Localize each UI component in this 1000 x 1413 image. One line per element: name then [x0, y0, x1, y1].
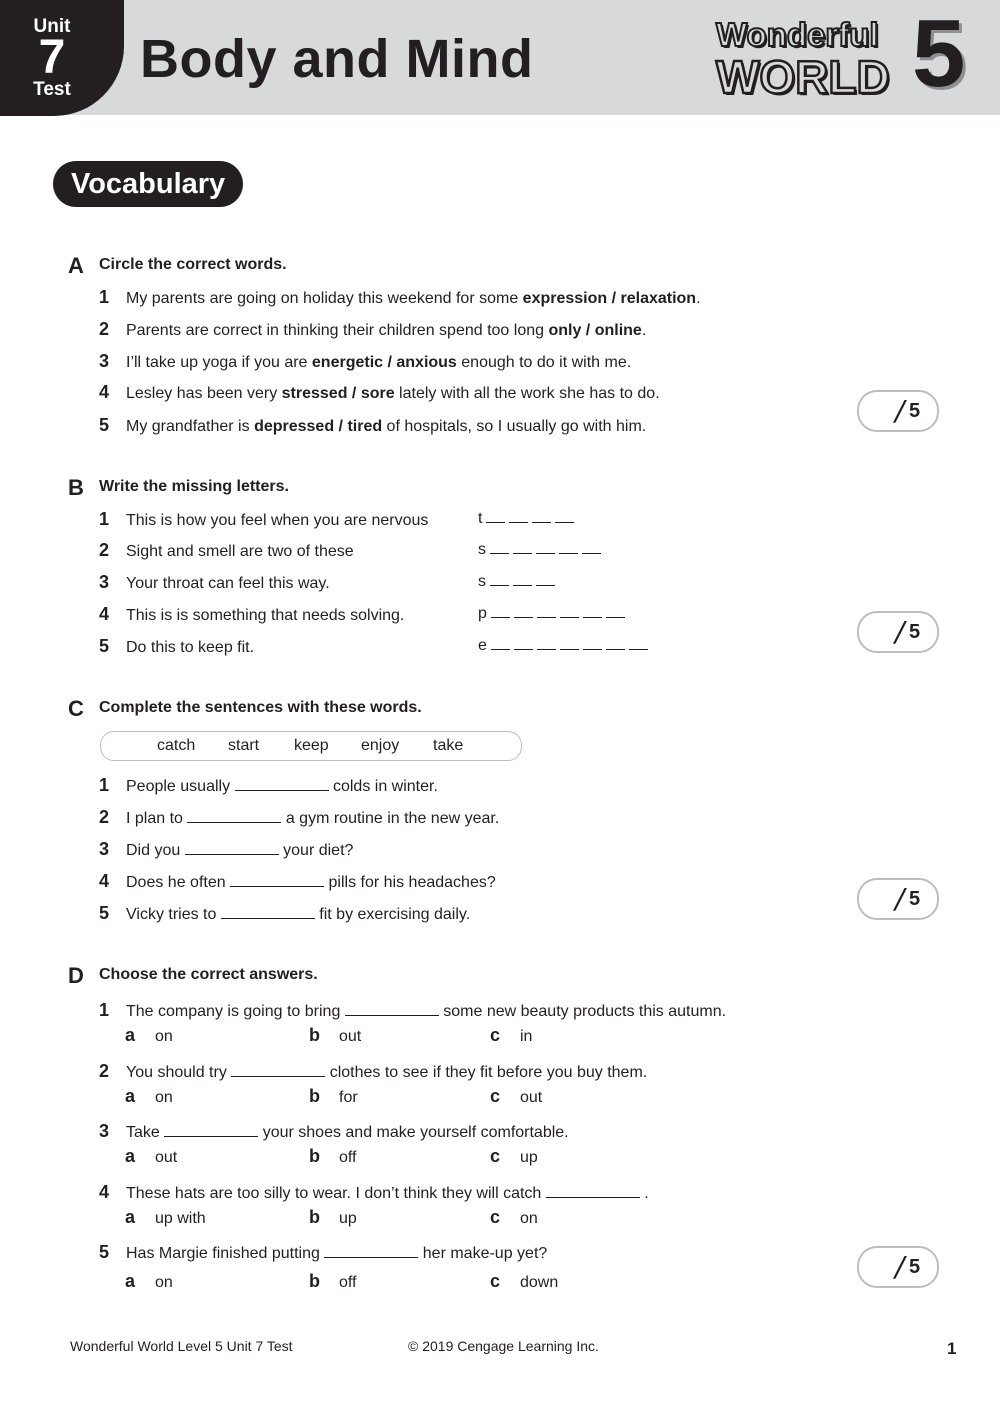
- word-bank-item: keep: [294, 737, 329, 754]
- question-number: 3: [99, 839, 110, 859]
- exercise-c-instruction: Complete the sentences with these words.: [99, 699, 422, 716]
- option-letter: c: [490, 1146, 501, 1166]
- exercise-a-letter: A: [68, 253, 84, 278]
- letter-blank[interactable]: [490, 575, 509, 586]
- answer-option[interactable]: [309, 1025, 361, 1046]
- letter-blank[interactable]: [491, 607, 510, 618]
- word-choice[interactable]: expression / relaxation: [522, 290, 697, 307]
- option-letter: c: [490, 1271, 501, 1291]
- score-slash: /: [895, 882, 905, 915]
- question-text-end: her make-up yet?: [418, 1245, 548, 1262]
- question-number: 4: [99, 1182, 110, 1202]
- answer-option[interactable]: [125, 1086, 173, 1107]
- letter-blank[interactable]: [536, 575, 555, 586]
- score-slash: /: [895, 394, 905, 427]
- exercise-d-score-box[interactable]: [857, 1246, 939, 1288]
- exercise-c-question: [99, 903, 470, 924]
- missing-letters-field[interactable]: [478, 573, 555, 591]
- word-bank-item: enjoy: [361, 737, 400, 754]
- answer-blank[interactable]: [345, 1003, 439, 1016]
- word-choice[interactable]: stressed / sore: [281, 385, 395, 402]
- question-text-end: your diet?: [278, 842, 354, 859]
- exercise-d-instruction: Choose the correct answers.: [99, 966, 318, 983]
- first-letter: s: [478, 541, 486, 558]
- question-number: 2: [99, 319, 110, 339]
- question-number: 5: [99, 636, 110, 656]
- answer-option[interactable]: [309, 1086, 358, 1107]
- option-text: down: [520, 1274, 559, 1291]
- exercise-d-question: [99, 1242, 547, 1263]
- question-text: Parents are correct in thinking their children spend too long: [126, 322, 549, 339]
- letter-blank[interactable]: [560, 639, 579, 650]
- question-number: 5: [99, 415, 110, 435]
- answer-blank[interactable]: [221, 906, 315, 919]
- answer-option[interactable]: [490, 1025, 532, 1046]
- question-number: 1: [99, 775, 110, 795]
- question-text: Lesley has been very: [126, 385, 282, 402]
- question-text: I’ll take up yoga if you are: [126, 354, 312, 371]
- exercise-d-question: [99, 1182, 649, 1203]
- score-slash: /: [895, 615, 905, 648]
- first-letter: t: [478, 510, 483, 527]
- question-text: This is is something that needs solving.: [126, 607, 405, 624]
- missing-letters-field[interactable]: [478, 510, 574, 528]
- question-text-end: lately with all the work she has to do.: [394, 385, 660, 402]
- answer-blank[interactable]: [230, 874, 324, 887]
- question-text: Take: [126, 1124, 165, 1141]
- letter-blank[interactable]: [536, 543, 555, 554]
- question-number: 3: [99, 351, 110, 371]
- answer-option[interactable]: [490, 1146, 538, 1167]
- option-letter: b: [309, 1271, 320, 1291]
- option-text: off: [339, 1149, 357, 1166]
- letter-blank[interactable]: [555, 512, 574, 523]
- question-text: Sight and smell are two of these: [126, 543, 354, 560]
- option-letter: b: [309, 1025, 320, 1045]
- question-number: 2: [99, 807, 110, 827]
- letter-blank[interactable]: [559, 543, 578, 554]
- option-letter: a: [125, 1146, 136, 1166]
- score-total: 5: [909, 400, 921, 422]
- question-number: 5: [99, 1242, 110, 1262]
- question-text: Does he often: [126, 874, 231, 891]
- answer-option[interactable]: [490, 1271, 558, 1292]
- question-number: 3: [99, 1121, 110, 1141]
- exercise-a-question: [99, 319, 646, 340]
- option-text: out: [155, 1149, 178, 1166]
- letter-blank[interactable]: [491, 639, 510, 650]
- section-heading: Vocabulary: [53, 161, 243, 207]
- question-text-end: of hospitals, so I usually go with him.: [382, 418, 647, 435]
- question-text: These hats are too silly to wear. I don’t think they will catch: [126, 1185, 546, 1202]
- logo-line1: Wonderful: [716, 16, 879, 53]
- missing-letters-field[interactable]: [478, 541, 601, 559]
- letter-blank[interactable]: [486, 512, 505, 523]
- answer-option[interactable]: [490, 1086, 542, 1107]
- question-text-end: .: [639, 1185, 649, 1202]
- exercise-a-score-box[interactable]: [857, 390, 939, 432]
- question-text: Vicky tries to: [126, 906, 221, 923]
- question-number: 3: [99, 572, 110, 592]
- exercise-d-letter: D: [68, 963, 84, 988]
- answer-blank[interactable]: [235, 778, 329, 791]
- first-letter: s: [478, 573, 486, 590]
- answer-blank[interactable]: [187, 810, 281, 823]
- letter-blank[interactable]: [514, 607, 533, 618]
- question-text: My parents are going on holiday this weekend for some: [126, 290, 523, 307]
- word-bank-item: catch: [157, 737, 196, 754]
- letter-blank[interactable]: [532, 512, 551, 523]
- question-text: People usually: [126, 778, 235, 795]
- exercise-c-question: [99, 839, 353, 860]
- answer-blank[interactable]: [324, 1245, 418, 1258]
- exercise-c-question: [99, 775, 438, 796]
- option-text: up with: [155, 1210, 206, 1227]
- option-text: up: [339, 1210, 357, 1227]
- exercise-b-instruction: Write the missing letters.: [99, 478, 289, 495]
- exercise-d-question: [99, 1000, 726, 1021]
- question-text: The company is going to bring: [126, 1003, 345, 1020]
- option-text: on: [155, 1028, 173, 1045]
- letter-blank[interactable]: [583, 639, 602, 650]
- question-number: 4: [99, 871, 110, 891]
- option-text: off: [339, 1274, 357, 1291]
- answer-option[interactable]: [309, 1207, 357, 1228]
- exercise-b-letter: B: [68, 475, 84, 500]
- question-text-end: your shoes and make yourself comfortable.: [258, 1124, 569, 1141]
- unit-label: Unit: [33, 16, 71, 37]
- question-number: 2: [99, 1061, 110, 1081]
- exercise-a-question: [99, 287, 701, 308]
- option-letter: b: [309, 1086, 320, 1106]
- page-number: 1: [947, 1339, 957, 1358]
- exercise-a-question: [99, 351, 631, 372]
- missing-letters-field[interactable]: [478, 637, 648, 655]
- word-bank-item: take: [433, 737, 464, 754]
- exercise-b-question: [99, 572, 330, 593]
- footer-course: Wonderful World Level 5 Unit 7 Test: [70, 1338, 293, 1354]
- letter-blank[interactable]: [583, 607, 602, 618]
- question-text-end: colds in winter.: [328, 778, 438, 795]
- question-text-end: fit by exercising daily.: [314, 906, 471, 923]
- answer-blank[interactable]: [546, 1185, 640, 1198]
- score-slash: /: [895, 1250, 905, 1283]
- score-total: 5: [909, 1256, 921, 1278]
- score-total: 5: [909, 888, 921, 910]
- option-text: for: [339, 1089, 358, 1106]
- exercise-a-instruction: Circle the correct words.: [99, 256, 287, 273]
- question-text-end: .: [696, 290, 701, 307]
- logo-line2: WORLD: [716, 51, 890, 103]
- exercise-c-question: [99, 807, 499, 828]
- exercise-c-question: [99, 871, 496, 892]
- option-letter: a: [125, 1207, 136, 1227]
- letter-blank[interactable]: [537, 607, 556, 618]
- option-text: on: [155, 1274, 173, 1291]
- option-letter: c: [490, 1086, 501, 1106]
- answer-option[interactable]: [309, 1146, 357, 1167]
- question-text-end: some new beauty products this autumn.: [438, 1003, 727, 1020]
- option-text: on: [155, 1089, 173, 1106]
- question-text-end: .: [641, 322, 647, 339]
- letter-blank[interactable]: [514, 639, 533, 650]
- question-text: This is how you feel when you are nervous: [126, 512, 429, 529]
- answer-option[interactable]: [125, 1271, 173, 1292]
- question-text-end: clothes to see if they fit before you buy them.: [325, 1064, 648, 1081]
- letter-blank[interactable]: [560, 607, 579, 618]
- first-letter: e: [478, 637, 487, 654]
- exercise-b-question: [99, 540, 354, 561]
- letter-blank[interactable]: [629, 639, 648, 650]
- question-number: 1: [99, 287, 110, 307]
- missing-letters-field[interactable]: [478, 605, 625, 623]
- question-text: My grandfather is: [126, 418, 255, 435]
- option-letter: c: [490, 1025, 501, 1045]
- answer-option[interactable]: [309, 1271, 357, 1292]
- answer-option[interactable]: [490, 1207, 538, 1228]
- exercise-a-question: [99, 382, 660, 403]
- question-text: I plan to: [126, 810, 188, 827]
- exercise-b-question: [99, 604, 404, 625]
- exercise-d-question: [99, 1061, 647, 1082]
- option-letter: a: [125, 1271, 136, 1291]
- word-bank: [100, 731, 522, 761]
- question-text-end: enough to do it with me.: [456, 354, 632, 371]
- answer-option[interactable]: [125, 1146, 177, 1167]
- question-number: 5: [99, 903, 110, 923]
- question-number: 4: [99, 604, 110, 624]
- exercise-c-letter: C: [68, 696, 84, 721]
- question-text: Your throat can feel this way.: [126, 575, 330, 592]
- exercise-b-question: [99, 636, 254, 657]
- word-choice[interactable]: energetic / anxious: [311, 354, 457, 371]
- question-text-end: pills for his headaches?: [324, 874, 496, 891]
- answer-blank[interactable]: [231, 1064, 325, 1077]
- question-number: 2: [99, 540, 110, 560]
- wonderful-world-logo: [708, 0, 988, 107]
- question-number: 1: [99, 509, 110, 529]
- page-title: Body and Mind: [140, 29, 534, 89]
- option-text: out: [339, 1028, 362, 1045]
- question-number: 1: [99, 1000, 110, 1020]
- letter-blank[interactable]: [513, 575, 532, 586]
- letter-blank[interactable]: [582, 543, 601, 554]
- option-text: out: [520, 1089, 543, 1106]
- letter-blank[interactable]: [606, 607, 625, 618]
- first-letter: p: [478, 605, 487, 622]
- letter-blank[interactable]: [513, 543, 532, 554]
- answer-blank[interactable]: [185, 842, 279, 855]
- answer-option[interactable]: [125, 1025, 173, 1046]
- score-total: 5: [909, 621, 921, 643]
- option-letter: c: [490, 1207, 501, 1227]
- unit-number: 7: [38, 31, 66, 84]
- question-text: Do this to keep fit.: [126, 639, 255, 656]
- option-text: up: [520, 1149, 538, 1166]
- exercise-b-question: [99, 509, 428, 530]
- logo-level: 5: [912, 0, 966, 107]
- answer-option[interactable]: [125, 1207, 206, 1228]
- question-text: You should try: [126, 1064, 232, 1081]
- exercise-b-score-box[interactable]: [857, 611, 939, 653]
- question-text: Did you: [126, 842, 185, 859]
- letter-blank[interactable]: [537, 639, 556, 650]
- option-letter: b: [309, 1146, 320, 1166]
- word-choice[interactable]: depressed / tired: [254, 418, 383, 435]
- option-letter: a: [125, 1025, 136, 1045]
- letter-blank[interactable]: [509, 512, 528, 523]
- answer-blank[interactable]: [164, 1124, 258, 1137]
- option-text: on: [520, 1210, 538, 1227]
- word-bank-item: start: [228, 737, 260, 754]
- test-label: Test: [33, 79, 71, 100]
- exercise-d-question: [99, 1121, 569, 1142]
- option-letter: a: [125, 1086, 136, 1106]
- footer-copyright: © 2019 Cengage Learning Inc.: [408, 1338, 599, 1354]
- question-text-end: a gym routine in the new year.: [281, 810, 500, 827]
- question-text: Has Margie finished putting: [126, 1245, 325, 1262]
- question-number: 4: [99, 382, 110, 402]
- option-text: in: [520, 1028, 533, 1045]
- exercise-c-score-box[interactable]: [857, 878, 939, 920]
- letter-blank[interactable]: [606, 639, 625, 650]
- word-choice[interactable]: only / online: [548, 322, 642, 339]
- option-letter: b: [309, 1207, 320, 1227]
- letter-blank[interactable]: [490, 543, 509, 554]
- exercise-a-question: [99, 415, 646, 436]
